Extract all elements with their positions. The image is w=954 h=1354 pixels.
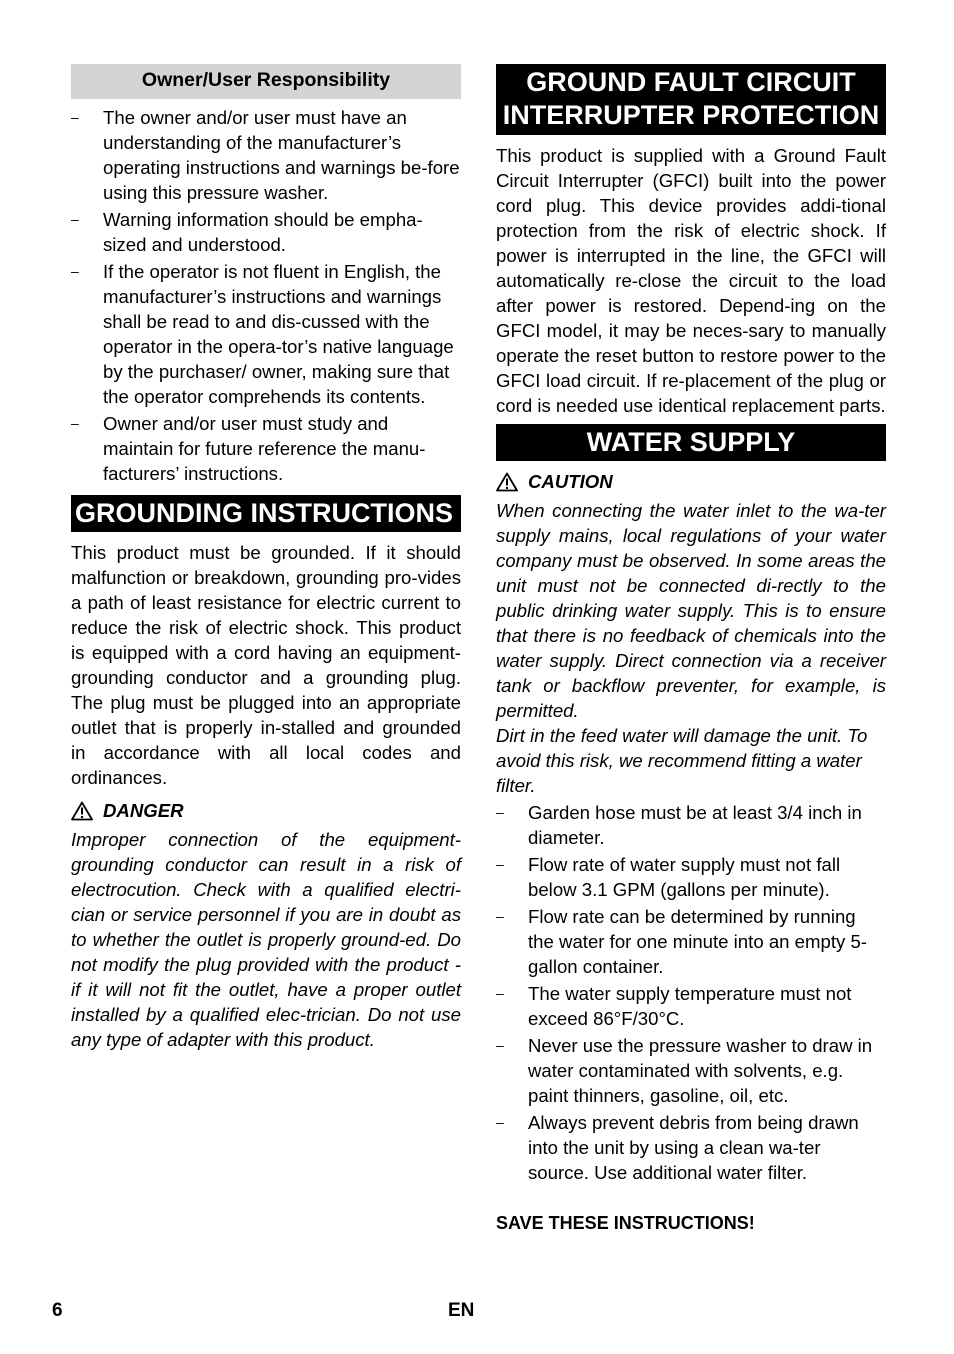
dash-marker: – xyxy=(496,804,504,820)
list-item: – If the operator is not fluent in English, the manufacturer’s instructions and warnings shall be read to and dis-cussed with the operator in the opera-tor’s native language by the purchaser/ owner, making sure that the operator comprehends its contents. xyxy=(71,261,454,407)
dirt-warning-text: Dirt in the feed water will damage the unit. To avoid this risk, we recommend fitting a water filter. xyxy=(496,725,868,796)
owner-responsibility-heading: Owner/User Responsibility xyxy=(71,64,461,99)
water-supply-heading: WATER SUPPLY xyxy=(496,424,886,461)
list-item: – Always prevent debris from being drawn into the unit by using a clean wa-ter source. Use additional water filter. xyxy=(496,1112,859,1183)
gfci-heading-line1: GROUND FAULT CIRCUIT xyxy=(526,67,856,97)
dash-marker: – xyxy=(71,415,79,431)
dash-marker: – xyxy=(71,211,79,227)
caution-text: When connecting the water inlet to the wa-ter supply mains, local regulations of your water company must be observed. In some areas the unit must not be connected di-rectly to the public drinking water supply. This is to ensure that there is no feedback of chemicals into the water supply. Direct connection via a receiver tank or backflow preventer, for example, is permitted. xyxy=(496,500,886,721)
save-instructions-text: SAVE THESE INSTRUCTIONS! xyxy=(496,1213,755,1233)
caution-label: CAUTION xyxy=(528,471,613,492)
left-column xyxy=(71,64,461,1052)
list-item: – The owner and/or user must have an understanding of the manufacturer’s operating instructions and warnings be-fore using this pressure washer. xyxy=(71,107,460,203)
language-code: EN xyxy=(448,1300,475,1321)
dash-marker: – xyxy=(71,263,79,279)
list-item: – Never use the pressure washer to draw in water contaminated with solvents, e.g. paint thinners, gasoline, oil, etc. xyxy=(496,1035,873,1106)
gfci-heading-line2: INTERRUPTER PROTECTION xyxy=(502,99,880,130)
owner-responsibility-list xyxy=(71,105,461,486)
warning-triangle-icon xyxy=(71,801,93,821)
grounding-text: This product must be grounded. If it should malfunction or breakdown, grounding pro-vides a path of least resistance for electric current to reduce the risk of electric shock. This product is equipped with a cord having an equipment-grounding conductor and a grounding plug. The plug must be plugged into an appropriate outlet that is properly in-stalled and grounded in accordance with all local codes and ordinances. xyxy=(71,542,461,788)
gfci-heading xyxy=(496,64,886,135)
danger-alert xyxy=(71,798,461,823)
list-item: – Flow rate of water supply must not fall below 3.1 GPM (gallons per minute). xyxy=(496,854,841,900)
list-item: – Flow rate can be determined by running the water for one minute into an empty 5-gallon container. xyxy=(496,906,867,977)
dash-marker: – xyxy=(496,1037,504,1053)
danger-label: DANGER xyxy=(103,800,184,821)
list-item: – Warning information should be empha-sized and understood. xyxy=(71,209,423,255)
caution-alert xyxy=(496,469,886,494)
dash-marker: – xyxy=(496,1114,504,1130)
dash-marker: – xyxy=(496,856,504,872)
danger-text: Improper connection of the equipment-grounding conductor can result in a risk of electrocution. Check with a qualified electri-cian or service personnel if you are in doubt as to whether the outlet is properly ground-ed. Do not modify the plug provided with the product - if it will not fit the outlet, have a proper outlet installed by a qualified elec-trician. Do not use any type of adapter with this product. xyxy=(71,829,461,1050)
dash-marker: – xyxy=(496,985,504,1001)
list-item: – Owner and/or user must study and maintain for future reference the manu-facturers’ instructions. xyxy=(71,413,426,484)
gfci-text: This product is supplied with a Ground Fault Circuit Interrupter (GFCI) built into the power cord plug. This device provides addi-tional protection from the risk of electric shock. If power is interrupted in the line, the GFCI will automatically re-close the circuit to the load after power is restored. Depend-ing on the GFCI model, it may be neces-sary to manually operate the reset button to restore power to the GFCI load circuit. If re-placement of the plug or cord is needed use identical replacement parts. xyxy=(496,145,886,416)
list-item: – The water supply temperature must not exceed 86°F/30°C. xyxy=(496,983,852,1029)
warning-triangle-icon xyxy=(496,472,518,492)
dash-marker: – xyxy=(496,908,504,924)
grounding-instructions-heading: GROUNDING INSTRUCTIONS xyxy=(71,495,461,532)
list-item: – Garden hose must be at least 3/4 inch in diameter. xyxy=(496,802,862,848)
water-supply-list xyxy=(496,800,886,1185)
right-column xyxy=(496,64,886,1236)
dash-marker: – xyxy=(71,109,79,125)
page-number: 6 xyxy=(52,1300,63,1321)
